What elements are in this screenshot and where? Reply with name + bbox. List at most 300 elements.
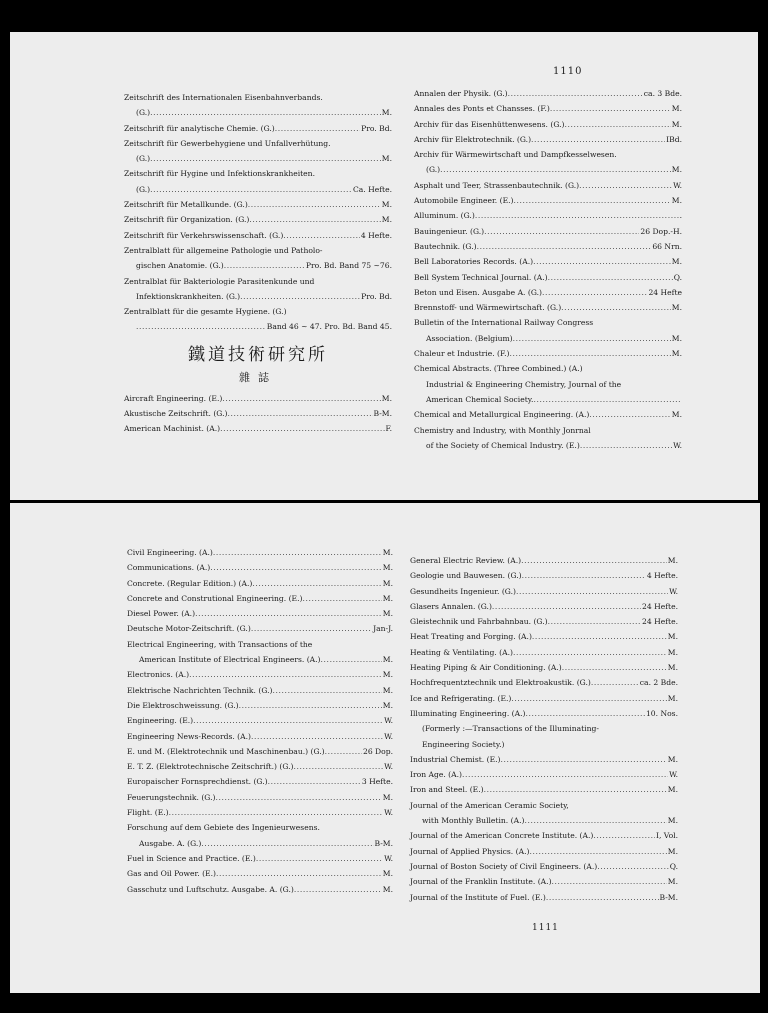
entry-title: Gas and Oil Power. (E.) xyxy=(127,869,216,879)
list-entry xyxy=(127,774,393,789)
list-entry xyxy=(414,300,682,315)
entry-title: Gasschutz und Luftschutz. Ausgabe. A. (G.) xyxy=(127,884,294,894)
list-entry xyxy=(127,637,393,652)
entry-title: American Institute of Electrical Engineers. (A.) xyxy=(139,655,321,665)
dot-leader xyxy=(215,790,381,805)
entry-frequency: M. xyxy=(382,578,393,588)
list-entry xyxy=(414,86,682,101)
dot-leader xyxy=(546,890,659,905)
list-entry xyxy=(410,691,678,706)
entry-frequency: M. xyxy=(382,548,393,557)
entry-frequency: . xyxy=(679,211,682,221)
entry-frequency: M. xyxy=(667,816,678,826)
entry-title: Communications. (A.) xyxy=(127,563,211,573)
dot-leader xyxy=(508,86,643,101)
list-entry xyxy=(127,820,393,835)
entry-frequency: M. xyxy=(382,670,393,680)
dot-leader xyxy=(195,606,382,621)
entry-frequency: ca. 3 Bde. xyxy=(643,89,682,98)
dot-leader xyxy=(150,151,381,166)
entry-frequency: W. xyxy=(669,770,678,780)
dot-leader xyxy=(252,576,381,591)
dot-leader xyxy=(216,866,382,881)
list-entry xyxy=(414,178,682,193)
list-entry xyxy=(127,652,393,667)
entry-title: (G.) xyxy=(136,154,151,164)
dot-leader xyxy=(516,584,668,599)
entry-frequency: W. xyxy=(384,762,393,772)
entry-title: (Formerly :—Transactions of the Illuminating- xyxy=(422,724,599,734)
list-entry xyxy=(414,101,682,116)
entry-title: Journal of Applied Physics. (A.) xyxy=(410,846,530,856)
list-entry xyxy=(124,406,392,421)
entry-title: (G.) xyxy=(136,108,151,118)
dot-leader xyxy=(548,614,641,629)
dot-leader xyxy=(302,591,381,606)
dot-leader xyxy=(529,844,666,859)
list-entry xyxy=(124,105,392,120)
entry-title: Engineering Society.) xyxy=(422,739,505,749)
entry-title: Ice and Refrigerating. (E.) xyxy=(410,693,512,703)
list-entry xyxy=(410,675,678,690)
list-entry xyxy=(127,576,393,591)
dot-leader xyxy=(484,782,667,797)
entry-frequency: W. xyxy=(384,853,393,863)
entry-frequency: M. xyxy=(382,685,393,695)
list-entry xyxy=(124,289,392,304)
entry-title: American Machinist. (A.) xyxy=(124,424,221,434)
dot-leader xyxy=(150,105,381,120)
list-entry xyxy=(127,545,393,560)
left-column xyxy=(124,90,392,437)
dot-leader xyxy=(565,117,671,132)
entry-frequency: M. xyxy=(667,663,678,673)
dot-leader xyxy=(561,300,671,315)
list-entry xyxy=(124,228,392,243)
entry-title: Aircraft Engineering. (E.) xyxy=(124,393,223,403)
dot-leader xyxy=(273,683,382,698)
entry-frequency: W. xyxy=(384,808,393,818)
list-entry xyxy=(124,90,392,105)
list-entry xyxy=(410,767,678,782)
list-entry xyxy=(127,882,393,897)
dot-leader xyxy=(522,568,646,583)
list-entry xyxy=(127,621,393,636)
list-entry xyxy=(414,193,682,208)
entry-frequency: M. xyxy=(671,410,682,420)
entry-frequency: M. xyxy=(381,393,392,403)
entry-frequency: 24 Hefte xyxy=(648,287,682,297)
entry-title: Chemical and Metallurgical Engineering. (A.) xyxy=(414,410,590,420)
dot-leader xyxy=(210,560,382,575)
entry-frequency: 10. Nos. xyxy=(645,708,678,718)
entry-title: Zeitschrift für Verkehrswissenschaft. (G.) xyxy=(124,230,284,240)
list-entry xyxy=(410,859,678,874)
entry-title: Automobile Engineer. (E.) xyxy=(414,196,514,206)
entry-title: Bulletin of the International Railway Congress xyxy=(414,318,594,328)
entry-title: Bell Laboratories Records. (A.) xyxy=(414,257,534,267)
dot-leader xyxy=(513,645,667,660)
entry-frequency: M. xyxy=(671,104,682,114)
list-entry xyxy=(410,737,678,752)
top-page xyxy=(10,32,758,500)
list-entry xyxy=(410,828,678,843)
list-entry xyxy=(414,239,682,254)
entry-frequency: M. xyxy=(381,215,392,225)
dot-leader xyxy=(213,545,382,560)
dot-leader xyxy=(533,254,671,269)
dot-leader xyxy=(514,193,671,208)
dot-leader xyxy=(283,228,360,243)
entry-frequency: M. xyxy=(667,785,678,795)
entry-title: Bauingenieur. (G.) xyxy=(414,226,485,236)
dot-leader xyxy=(227,406,372,421)
list-entry xyxy=(127,836,393,851)
entry-title: Heating Piping & Air Conditioning. (A.) xyxy=(410,663,562,673)
list-entry xyxy=(414,315,682,330)
entry-frequency: F. xyxy=(385,424,392,434)
entry-list xyxy=(124,391,392,437)
list-entry xyxy=(124,258,392,273)
entry-title: E. und M. (Elektrotechnik und Maschinenbau.) (G.) xyxy=(127,746,325,756)
entry-frequency: I, Vol. xyxy=(655,831,678,841)
dot-leader xyxy=(224,258,305,273)
entry-title: Zeitschrift für analytische Chemie. (G.) xyxy=(124,123,275,133)
dot-leader xyxy=(294,882,382,897)
list-entry xyxy=(124,151,392,166)
dot-leader xyxy=(321,652,382,667)
list-entry xyxy=(414,331,682,346)
entry-title: of the Society of Chemical Industry. (E.) xyxy=(426,440,580,450)
entry-frequency: M. xyxy=(671,165,682,175)
entry-frequency: M. xyxy=(382,869,393,879)
dot-leader xyxy=(248,197,381,212)
dot-leader xyxy=(533,392,681,407)
left-column xyxy=(127,545,393,897)
entry-title: Feuerungstechnik. (G.) xyxy=(127,792,216,802)
entry-title: Iron Age. (A.) xyxy=(410,770,462,780)
entry-title: Akustische Zeitschrift. (G.) xyxy=(124,409,228,419)
entry-title: Asphalt und Teer, Strassenbautechnik. (G.) xyxy=(414,180,580,190)
list-entry xyxy=(414,377,682,392)
list-entry xyxy=(124,304,392,319)
entry-frequency: W. xyxy=(673,180,682,190)
entry-frequency: M. xyxy=(382,792,393,802)
entry-title: Zeitschrift des Internationalen Eisenbahnverbands. xyxy=(124,93,323,102)
entry-title: Geologie und Bauwesen. (G.) xyxy=(410,571,522,581)
entry-frequency: M. xyxy=(671,257,682,267)
list-entry xyxy=(127,866,393,881)
entry-frequency: 4 Hefte. xyxy=(360,230,392,240)
entry-title: Electrical Engineering, with Transactions of the xyxy=(127,639,313,649)
entry-title: Engineering News-Records. (A.) xyxy=(127,731,252,741)
dot-leader xyxy=(524,813,666,828)
list-entry xyxy=(124,121,392,136)
list-entry xyxy=(124,319,392,334)
list-entry xyxy=(127,606,393,621)
dot-leader xyxy=(501,752,667,767)
right-column xyxy=(410,553,678,905)
list-entry xyxy=(127,698,393,713)
dot-leader xyxy=(593,828,655,843)
list-entry xyxy=(127,713,393,728)
dot-leader xyxy=(580,438,672,453)
list-entry xyxy=(414,423,682,438)
list-entry xyxy=(410,844,678,859)
dot-leader xyxy=(526,706,645,721)
entry-frequency: W. xyxy=(384,716,393,726)
entry-frequency: 4 Hefte. xyxy=(646,571,678,581)
entry-title: Engineering. (E.) xyxy=(127,716,194,726)
entry-title: Annalen der Physik. (G.) xyxy=(414,89,508,98)
dot-leader xyxy=(150,182,352,197)
entry-title: Archiv für Wärmewirtschaft und Dampfkesselwesen. xyxy=(414,150,617,160)
dot-leader xyxy=(542,285,647,300)
list-entry xyxy=(410,599,678,614)
list-entry xyxy=(127,851,393,866)
entry-title: Glasers Annalen. (G.) xyxy=(410,601,492,611)
dot-leader xyxy=(509,346,670,361)
entry-title: Annales des Ponts et Chansses. (F.) xyxy=(414,104,550,114)
dot-leader xyxy=(220,421,384,436)
dot-leader xyxy=(251,729,383,744)
entry-title: E. T. Z. (Elektrotechnische Zeitschrift.) (G.) xyxy=(127,762,294,772)
entry-list xyxy=(124,90,392,335)
list-entry xyxy=(414,361,682,376)
entry-frequency: M. xyxy=(671,333,682,343)
list-entry xyxy=(124,166,392,181)
entry-frequency xyxy=(681,392,682,407)
entry-frequency: M. xyxy=(381,108,392,118)
entry-title: Journal of the American Concrete Institute. (A.) xyxy=(410,831,594,841)
entry-frequency: B-M. xyxy=(373,409,392,419)
entry-title: Industrial & Engineering Chemistry, Journal of the xyxy=(426,379,622,389)
entry-title: Archiv für das Eisenhüttenwesens. (G.) xyxy=(414,119,565,129)
entry-title: Deutsche Motor-Zeitschrift. (G.) xyxy=(127,624,251,634)
list-entry xyxy=(127,790,393,805)
list-entry xyxy=(414,132,682,147)
entry-frequency: 26 Dop. xyxy=(362,746,393,756)
entry-title: Concrete. (Regular Edition.) (A.) xyxy=(127,578,253,588)
dot-leader xyxy=(294,759,384,774)
entry-title: Journal of the Franklin Institute. (A.) xyxy=(410,877,552,887)
dot-leader xyxy=(511,691,666,706)
entry-frequency: 66 Nrn. xyxy=(652,241,682,251)
entry-frequency: M. xyxy=(667,556,678,565)
entry-title: Zentralblatt für allgemeine Pathologie und Patholo- xyxy=(124,245,323,255)
entry-frequency: 24 Hefte. xyxy=(642,617,678,627)
entry-frequency: B-M. xyxy=(374,838,393,848)
entry-title: Civil Engineering. (A.) xyxy=(127,548,213,557)
list-entry xyxy=(127,667,393,682)
list-entry xyxy=(414,162,682,177)
entry-title: Fuel in Science and Practice. (E.) xyxy=(127,853,256,863)
entry-title: Hochfrequentztechnik und Elektroakustik. (G.) xyxy=(410,678,591,688)
list-entry xyxy=(410,752,678,767)
entry-title: Gesundheits Ingenieur. (G.) xyxy=(410,586,516,596)
entry-title: Electronics. (A.) xyxy=(127,670,190,680)
entry-title: Elektrische Nachrichten Technik. (G.) xyxy=(127,685,273,695)
list-entry xyxy=(127,805,393,820)
entry-frequency: M. xyxy=(667,632,678,642)
entry-title: Chaleur et Industrie. (F.) xyxy=(414,349,510,359)
entry-title: Journal of the American Ceramic Society, xyxy=(410,800,569,810)
list-entry xyxy=(414,407,682,422)
entry-frequency: W. xyxy=(384,731,393,741)
dot-leader xyxy=(275,121,360,136)
list-entry xyxy=(124,243,392,258)
entry-title: Concrete and Construtional Engineering. (E.) xyxy=(127,593,303,603)
entry-frequency: Q. xyxy=(669,861,678,871)
entry-frequency: M. xyxy=(671,349,682,359)
dot-leader xyxy=(589,407,670,422)
dot-leader xyxy=(325,744,362,759)
entry-frequency: Pro. Bd. xyxy=(361,123,392,133)
entry-title: (G.) xyxy=(136,184,151,194)
entry-frequency: M. xyxy=(667,877,678,887)
entry-title: Zeitschrift für Organization. (G.) xyxy=(124,215,250,225)
list-entry xyxy=(414,254,682,269)
entry-title: Flight. (E.) xyxy=(127,808,169,818)
entry-title: Journal of the Institute of Fuel. (E.) xyxy=(410,892,546,902)
dot-leader xyxy=(256,851,383,866)
entry-title: Alluminum. (G.) xyxy=(414,211,475,221)
entry-frequency: Ca. Hefte. xyxy=(352,184,392,194)
entry-frequency: Jan-J. xyxy=(373,624,393,634)
dot-leader xyxy=(591,675,639,690)
list-entry xyxy=(124,136,392,151)
dot-leader xyxy=(484,224,639,239)
entry-title: Illuminating Engineering. (A.) xyxy=(410,708,526,718)
entry-frequency: M. xyxy=(382,563,393,573)
entry-frequency: M. xyxy=(667,846,678,856)
list-entry xyxy=(410,645,678,660)
list-entry xyxy=(414,346,682,361)
dot-leader xyxy=(440,162,671,177)
entry-frequency: M. xyxy=(382,593,393,603)
page-number: 1110 xyxy=(553,66,583,77)
entry-title: Die Elektroschweissung. (G.) xyxy=(127,700,239,710)
entry-frequency: M. xyxy=(381,200,392,210)
list-entry xyxy=(410,614,678,629)
dot-leader xyxy=(531,132,665,147)
list-entry xyxy=(410,874,678,889)
entry-title: Zeitschrift für Metallkunde. (G.) xyxy=(124,200,248,210)
entry-frequency: 24 Hefte. xyxy=(642,601,678,611)
list-entry xyxy=(410,660,678,675)
entry-title: Zeitschrift für Gewerbehygiene und Unfallverhütung. xyxy=(124,138,331,148)
list-entry xyxy=(124,274,392,289)
entry-frequency: Band 46 ~ 47. Pro. Bd. Band 45. xyxy=(266,322,392,332)
list-entry xyxy=(124,421,392,436)
dot-leader xyxy=(521,553,667,568)
list-entry xyxy=(410,721,678,736)
entry-frequency: W. xyxy=(669,586,678,596)
entry-title: Archiv für Elektrotechnik. (G.) xyxy=(414,134,532,144)
dot-leader xyxy=(239,698,382,713)
entry-frequency: Q. xyxy=(673,272,682,282)
entry-frequency: IBd. xyxy=(666,134,682,144)
list-entry xyxy=(414,270,682,285)
entry-title: Bell System Technical Journal. (A.) xyxy=(414,272,548,282)
entry-title: Brennstoff- und Wärmewirtschaft. (G.) xyxy=(414,303,562,313)
entry-frequency: 3 Hefte. xyxy=(361,777,393,787)
entry-title: Gleistechnik und Fahrbahnbau. (G.) xyxy=(410,617,548,627)
dot-leader xyxy=(462,767,668,782)
list-entry xyxy=(124,212,392,227)
entry-title: Beton und Eisen. Ausgabe A. (G.) xyxy=(414,287,543,297)
dot-leader xyxy=(579,178,672,193)
entry-frequency: M. xyxy=(382,884,393,894)
dot-leader xyxy=(222,391,380,406)
entry-title: Infektionskrankheiten. (G.) xyxy=(136,291,241,301)
entry-title: Zentralblatt für die gesamte Hygiene. (G.) xyxy=(124,307,287,317)
entry-title: Chemistry and Industry, with Monthly Jonrnal xyxy=(414,425,591,435)
list-entry xyxy=(414,208,682,223)
list-entry xyxy=(410,629,678,644)
entry-title: American Chemical Society. xyxy=(426,394,534,404)
list-entry xyxy=(410,706,678,721)
list-entry xyxy=(414,224,682,239)
list-entry xyxy=(410,782,678,797)
entry-title: Journal of Boston Society of Civil Engineers. (A.) xyxy=(410,861,598,871)
dot-leader xyxy=(562,660,667,675)
list-entry xyxy=(127,759,393,774)
list-entry xyxy=(124,182,392,197)
right-column xyxy=(414,86,682,453)
entry-frequency: M. xyxy=(382,700,393,710)
entry-frequency: M. xyxy=(382,609,393,619)
list-entry xyxy=(414,438,682,453)
dot-leader xyxy=(189,667,382,682)
bottom-page xyxy=(10,503,760,993)
dot-leader xyxy=(597,859,668,874)
entry-frequency: M. xyxy=(671,196,682,206)
entry-frequency: B-M. xyxy=(659,892,678,902)
list-entry xyxy=(414,147,682,162)
entry-frequency: Pro. Bd. xyxy=(361,291,392,301)
dot-leader xyxy=(249,212,380,227)
list-entry xyxy=(127,591,393,606)
list-entry xyxy=(127,560,393,575)
list-entry xyxy=(410,890,678,905)
list-entry xyxy=(124,391,392,406)
entry-title: (G.) xyxy=(426,165,441,175)
entry-title: gischen Anatomie. (G.) xyxy=(136,261,224,271)
entry-frequency: M. xyxy=(671,119,682,129)
entry-title: Zentralblat für Bakteriologie Parasitenkunde und xyxy=(124,276,315,286)
dot-leader xyxy=(240,289,360,304)
list-entry xyxy=(414,285,682,300)
entry-frequency: ca. 2 Bde. xyxy=(639,678,678,688)
entry-title: Iron and Steel. (E.) xyxy=(410,785,484,795)
institute-heading: 鐵道技術研究所 xyxy=(188,344,328,365)
entry-title: Zeitschrift für Hygine und Infektionskrankheiten. xyxy=(124,169,315,179)
dot-leader xyxy=(552,874,667,889)
dot-leader xyxy=(548,270,673,285)
dot-leader xyxy=(550,101,671,116)
list-entry xyxy=(410,584,678,599)
entry-title: Chemical Abstracts. (Three Combined.) (A.) xyxy=(414,364,583,374)
dot-leader xyxy=(169,805,383,820)
entry-frequency: M. xyxy=(382,655,393,665)
list-entry xyxy=(410,553,678,568)
dot-leader xyxy=(475,208,679,223)
dot-leader xyxy=(492,599,641,614)
dot-leader xyxy=(532,629,667,644)
entry-title: Europaischer Fornsprechdienst. (G.) xyxy=(127,777,268,787)
entry-frequency: M. xyxy=(667,754,678,764)
